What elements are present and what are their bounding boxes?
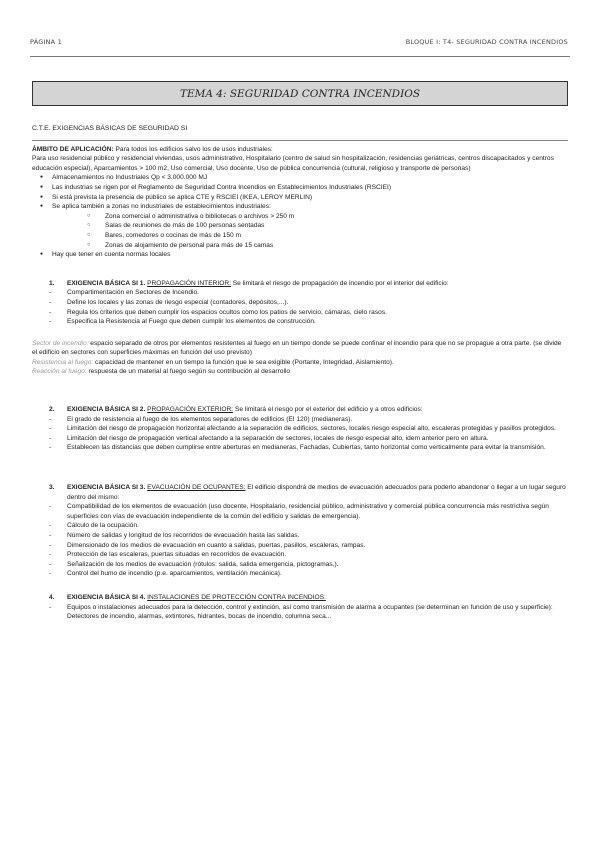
bullet-item: ● Si está prevista la presencia de público se aplica CTE y RSCIEI (IKEA, LEROY MERLIN) (32, 193, 568, 203)
ambito-block (32, 145, 568, 260)
section-number: 3. (49, 484, 55, 492)
section-topic: EVACUACIÓN DE OCUPANTES: (147, 484, 246, 492)
section-subtitle: C.T.E. EXIGENCIAS BÁSICAS DE SEGURIDAD SI (32, 125, 188, 132)
section-label: EXIGENCIA BÁSICA SI 1. (67, 279, 146, 287)
document-body (32, 124, 568, 622)
section-item: - Compartimentación en Sectores de Incendio. (32, 288, 568, 298)
section-text: Se limitará el riesgo por el exterior del edificio y a otros edificios: (233, 406, 423, 414)
ambito-heading (32, 145, 568, 155)
section-item: - Limitación del riesgo de propagación vertical afectando a la separación de sectores, locales de riesgo especial alto, idem anterior pero en altura. (32, 434, 568, 444)
bullet-item: ● Almacenamientos no Industriales Qp < 3.000.000 MJ (32, 173, 568, 183)
section-item: - Señalización de los medios de evacuación (rótulos: salida, salida emergencia, pictogramas,). (32, 560, 568, 570)
sub-bullet-item: ○ Bares, comedores o cocinas de más de 150 m (32, 231, 568, 241)
definition-term: Resistencia al fuego: (32, 358, 94, 366)
section-item: - Dimensionado de los medios de evacuación en cuanto a salidas, puertas, pasillos, escaleras, rampas. (32, 541, 568, 551)
section-topic: INSTALACIONES DE PROTECCIÓN CONTRA INCENDIOS: (147, 593, 326, 601)
title-box (32, 81, 568, 106)
section-topic: PROPAGACIÓN INTERIOR: (147, 279, 231, 287)
definition (32, 339, 568, 358)
bullet-item: ● Las industrias se rigen por el Reglamento de Seguridad Contra Incendios en Establecimientos Industriales (RSCIEI) (32, 183, 568, 193)
section-si1 (32, 279, 568, 327)
section-heading (32, 483, 568, 502)
subtitle-divider (32, 140, 568, 141)
section-item: - Establecen las distancias que deben cumplirse entre aberturas en medianeras, Fachadas, Cubiertas, tanto horizontal como verticalmente para evitar la transmisión. (32, 443, 568, 453)
section-item: - Equipos o instalaciones adecuados para la detección, control y extinción, así como transmisión de alarma a ocupantes (se determinan en función de uso y superficie): Detectores de incendio, alarmas, extintores, hidrantes, bocas de incendio, columna seca... (32, 603, 568, 622)
section-items (32, 603, 568, 622)
section-number: 2. (49, 406, 55, 414)
section-si3 (32, 483, 568, 579)
section-item: - El grado de resistencia al fuego de los elementos separadores de edificios (EI 120) (medianeras). (32, 415, 568, 425)
section-item: - Cálculo de la ocupación. (32, 521, 568, 531)
section-label: EXIGENCIA BÁSICA SI 4. (67, 593, 146, 601)
definitions-block (32, 339, 568, 377)
definition-term: Sector de incendio: (32, 339, 89, 347)
running-header: BLOQUE I: T4- SEGURIDAD CONTRA INCENDIOS (405, 38, 568, 46)
section-items (32, 415, 568, 453)
header-divider (30, 56, 570, 57)
ambito-bullet-list-end (32, 250, 568, 260)
page-title: TEMA 4: SEGURIDAD CONTRA INCENDIOS (179, 87, 421, 100)
ambito-paragraph: Para uso residencial público y residencial viviendas, usos administrativo, Hospitalario (centro de salud sin hospitalización, residencias geriátricas, centros discapacitados y centros educación especial), Aparcamientos > 100 m2, Uso comercial, Uso docente, Uso de pública concurrencia (cultural, religioso y transporte de personas) (32, 155, 554, 172)
section-text: El edificio dispondrá de medios de evacuación adecuados para poderlo abandonar o llegar a un lugar seguro dentro del mismo: (67, 484, 566, 501)
ambito-label: ÁMBITO DE APLICACIÓN: (32, 145, 114, 153)
definition-text: capacidad de mantener en un tiempo la función que le sea exigible (Portante, Integridad, Aislamiento). (93, 358, 394, 366)
section-label: EXIGENCIA BÁSICA SI 2. (67, 406, 146, 414)
definition-text: espacio separado de otros por elementos resistentes al fuego en un tiempo donde se puede confinar el incendio para que no se propague a otra parte. (se divide el edificio en sectores con superficies máximas en función del uso previsto) (32, 339, 562, 357)
ambito-sub-bullet-list (32, 212, 568, 250)
section-item: - Número de salidas y longitud de los recorridos de evacuación hasta las salidas. (32, 531, 568, 541)
section-item: - Protección de las escaleras, puertas situadas en recorridos de evacuación. (32, 550, 568, 560)
sub-bullet-item: ○ Zona comercial o administrativa o bibliotecas o archivos > 250 m (32, 212, 568, 222)
section-item: - Define los locales y las zonas de riesgo especial (contadores, depósitos,...). (32, 298, 568, 308)
section-si2 (32, 405, 568, 453)
section-item: - Control del humo de incendio (p.e. aparcamientos, ventilación mecánica). (32, 569, 568, 579)
section-heading (32, 279, 568, 289)
section-item: - Limitación del riesgo de propagación horizontal afectando a la separación de edificios, sectores, locales riesgo especial alto, escaleras protegidas y pasillos protegidos. (32, 424, 568, 434)
bullet-item: ● Hay que tener en cuenta normas locales (32, 250, 568, 260)
section-heading (32, 405, 568, 415)
ambito-bullet-list (32, 173, 568, 211)
definition-term: Reacción al fuego: (32, 368, 87, 376)
section-heading (32, 593, 568, 603)
ambito-text: Para todos los edificios salvo los de usos industriales: (113, 145, 273, 153)
sub-bullet-item: ○ Zonas de alojamiento de personal para más de 15 camas (32, 241, 568, 251)
section-topic: PROPAGACIÓN EXTERIOR: (147, 406, 234, 414)
section-number: 4. (49, 593, 55, 601)
section-items (32, 288, 568, 326)
bullet-item: ● Se aplica también a zonas no industriales de establecimientos industriales: (32, 202, 568, 212)
section-items (32, 502, 568, 579)
section-item: - Regula los criterios que deben cumplir los espacios ocultos como los patios de servicio, cámaras, cielo rasos. (32, 308, 568, 318)
page-number: PÁGINA 1 (30, 38, 62, 46)
section-label: EXIGENCIA BÁSICA SI 3. (67, 484, 146, 492)
section-si4 (32, 593, 568, 622)
sub-bullet-item: ○ Salas de reuniones de más de 100 personas sentadas (32, 221, 568, 231)
section-number: 1. (49, 279, 55, 287)
definition (32, 358, 568, 368)
section-item: - Compatibilidad de los elementos de evacuación (uso docente, Hospitalario, residencial público, administrativo y comercial pública concurrencia más restrictiva según superficies con vías de evacuación independiente de la común del edificio y salidas de emergencia). (32, 502, 568, 521)
section-item: - Especifica la Resistencia al Fuego que deben cumplir los elementos de construcción. (32, 317, 568, 327)
section-text: Se limitará el riesgo de propagación de incendio por el interior del edificio: (230, 279, 449, 287)
definition (32, 367, 568, 377)
definition-text: respuesta de un material al fuego según su contribución al desarrollo (86, 368, 291, 376)
